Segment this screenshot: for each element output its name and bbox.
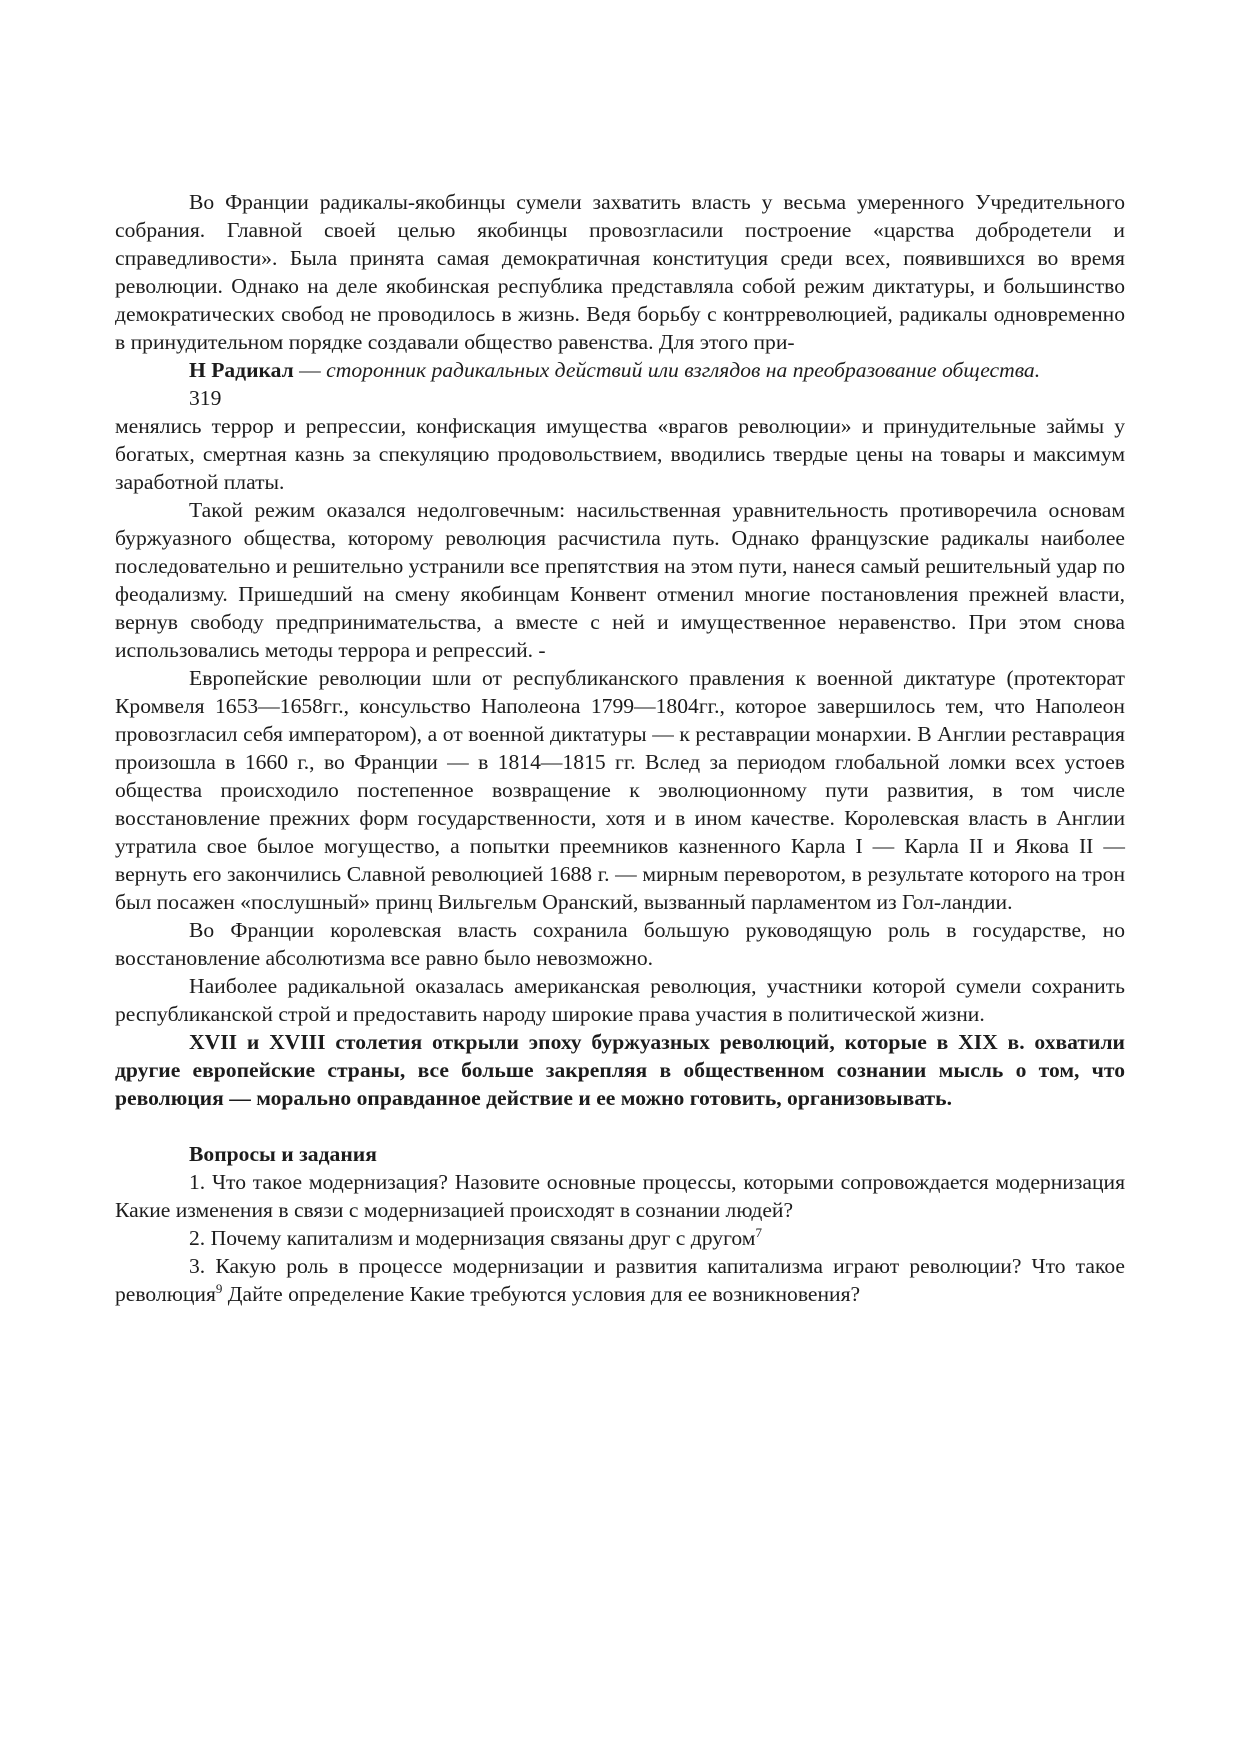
paragraph-european-revolutions: Европейские революции шли от республиканского правления к военной диктатуре (протекторат Кромвеля 1653—1658гг., консульство Наполеона 1799—1804гг., которое завершилось тем, что Наполеон провозгласил себя императором), а от военной диктатуры — к реставрации монархии. В Англии реставрация произошла в 1660 г., во Франции — в 1814—1815 гг. Вслед за периодом глобальной ломки всех устоев общества происходило постепенное возвращение к эволюционному пути развития, в том числе восстановление прежних форм государственности, хотя и в ином качестве. Королевская власть в Англии утратила свое былое могущество, а попытки преемников казненного Карла I — Карла II и Якова II — вернуть его закончились Славной революцией 1688 г. — мирным переворотом, в результате которого на трон был посажен «послушный» принц Вильгельм Оранский, вызванный парламентом из Гол-ландии. (115, 666, 1125, 914)
question-3-text-a: 3. Какую роль в процессе модернизации и развития капитализма играют революции? Что такое революция (115, 1254, 1125, 1306)
page-number: 319 (189, 386, 222, 410)
paragraph-regime: Такой режим оказался недолговечным: насильственная уравнительность противоречила основам буржуазного общества, которому революция расчистила путь. Однако французские радикалы наиболее последовательно и решительно устранили все препятствия на этом пути, нанеся самый решительный удар по феодализму. Пришедший на смену якобинцам Конвент отменил многие постановления прежней власти, вернув свободу предпринимательства, а вместе с ней и имущественное неравенство. При этом снова использовались методы террора и репрессий. - (115, 498, 1125, 662)
paragraph-american-revolution: Наиболее радикальной оказалась американская революция, участники которой сумели сохранить республиканской строй и предоставить народу широкие права участия в политической жизни. (115, 974, 1125, 1026)
document-body (115, 188, 1125, 1308)
question-3-text-b: Дайте определение Какие требуются условия для ее возникновения? (222, 1282, 861, 1306)
footnote-radical (115, 356, 1125, 384)
paragraph-jacobins: Во Франции радикалы-якобинцы сумели захватить власть у весьма умеренного Учредительного собрания. Главной своей целью якобинцы провозгласили построение «царства добродетели и справедливости». Была принята самая демократичная конституция среди всех, появившихся во время революции. Однако на деле якобинская республика представляла собой режим диктатуры, и большинство демократических свобод не проводилось в жизнь. Ведя борьбу с контрреволюцией, радикалы одновременно в принудительном порядке создавали общество равенства. Для этого при- (115, 190, 1125, 354)
question-3 (115, 1252, 1125, 1308)
footnote-term: Н Радикал (189, 358, 294, 382)
question-2-sup: 7 (755, 1224, 762, 1240)
footnote-dash: — (293, 358, 327, 382)
question-1: 1. Что такое модернизация? Назовите основные процессы, которыми сопровождается модернизация Какие изменения в связи с модернизацией происходят в сознании людей? (115, 1170, 1125, 1222)
question-2-text: 2. Почему капитализм и модернизация связаны друг с другом (189, 1226, 756, 1250)
paragraph-summary-bold: XVII и XVIII столетия открыли эпоху буржуазных революций, которые в XIX в. охватили другие европейские страны, все больше закрепляя в общественном сознании мысль о том, что революция — морально оправданное действие и ее можно готовить, организовывать. (115, 1030, 1125, 1110)
questions-heading: Вопросы и задания (189, 1142, 377, 1166)
section-spacer (115, 1112, 1125, 1140)
question-3-sup: 9 (215, 1280, 223, 1296)
footnote-definition: сторонник радикальных действий или взглядов на преобразование общества. (326, 358, 1041, 382)
paragraph-france-monarchy: Во Франции королевская власть сохранила большую руководящую роль в государстве, но восстановление абсолютизма все равно было невозможно. (115, 918, 1125, 970)
question-2 (115, 1224, 1125, 1252)
paragraph-terror: менялись террор и репрессии, конфискация имущества «врагов революции» и принудительные займы у богатых, смертная казнь за спекуляцию продовольствием, вводились твердые цены на товары и максимум заработной платы. (115, 414, 1125, 494)
